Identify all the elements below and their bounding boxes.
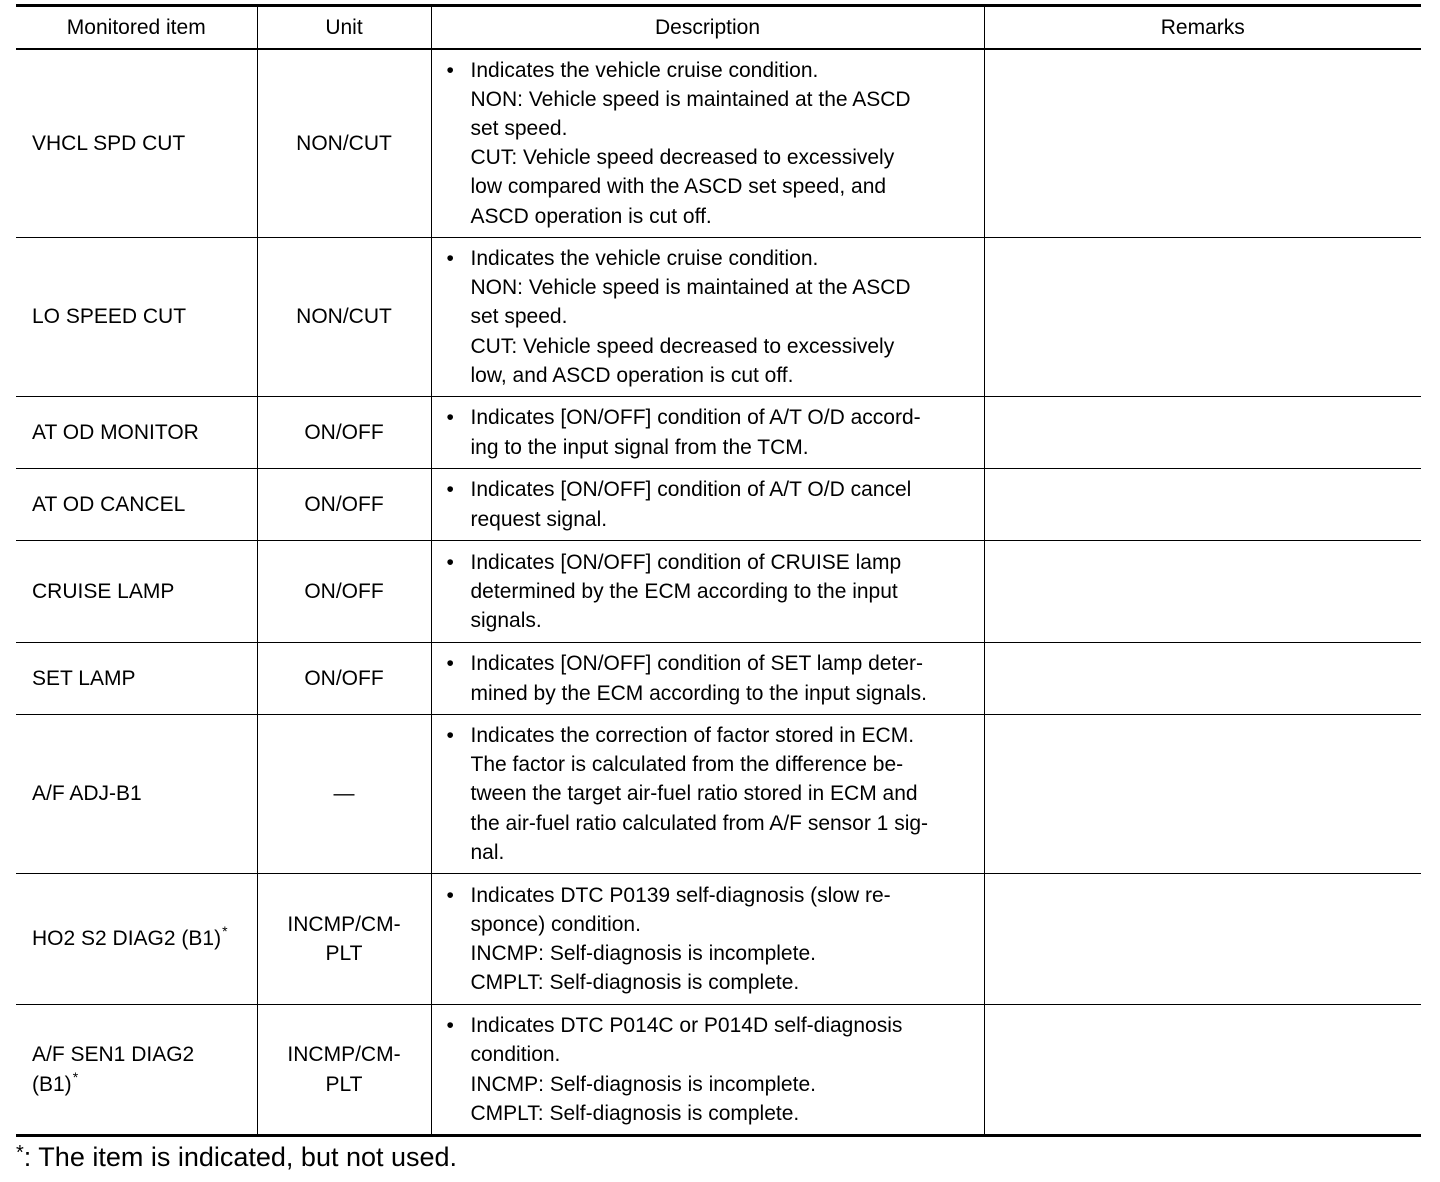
footnote-marker: * <box>16 1142 24 1164</box>
unit-text: NON/CUT <box>296 305 392 329</box>
monitored-item-cell <box>16 49 257 238</box>
description-line: the air-fuel ratio calculated from A/F sensor 1 sig- <box>470 811 929 835</box>
bullet-mark: • <box>446 247 454 270</box>
description-line: Indicates DTC P014C or P014D self-diagnosis <box>470 1014 903 1038</box>
description-line: mined by the ECM according to the input signals. <box>470 681 927 705</box>
header-remarks: Remarks <box>984 6 1421 49</box>
monitored-item-text: AT OD MONITOR <box>32 420 199 444</box>
description-line: tween the target air-fuel ratio stored in ECM and <box>470 782 918 806</box>
monitored-item-text: HO2 S2 DIAG2 (B1) <box>32 927 222 951</box>
description-line: low, and ASCD operation is cut off. <box>470 363 794 387</box>
description-line: determined by the ECM according to the input <box>470 579 898 603</box>
footnote-text: : The item is indicated, but not used. <box>23 1142 458 1172</box>
header-description: Description <box>431 6 984 49</box>
table-row <box>16 715 1421 874</box>
description-line: ing to the input signal from the TCM. <box>470 435 809 459</box>
unit-text: — <box>333 782 355 806</box>
description-line: Indicates the vehicle cruise condition. <box>470 247 819 270</box>
description-line: CMPLT: Self-diagnosis is complete. <box>470 971 800 995</box>
description-cell <box>431 397 984 469</box>
unit-text: PLT <box>325 942 363 966</box>
description-line: Indicates the correction of factor stored in ECM. <box>470 724 915 748</box>
description-line: Indicates [ON/OFF] condition of A/T O/D accord- <box>470 406 921 430</box>
unit-text: ON/OFF <box>304 492 384 516</box>
monitored-item-text: LO SPEED CUT <box>32 305 187 329</box>
table-row <box>16 469 1421 541</box>
description-cell <box>431 469 984 541</box>
description-bullet <box>447 1011 976 1128</box>
table-row <box>16 541 1421 643</box>
description-text <box>471 475 976 533</box>
monitored-item-cell <box>16 643 257 715</box>
footnote <box>16 1137 457 1173</box>
description-text <box>471 403 976 461</box>
remarks-cell <box>984 469 1421 541</box>
unit-cell <box>257 874 431 1005</box>
description-line: Indicates DTC P0139 self-diagnosis (slow re- <box>470 883 891 907</box>
description-text <box>471 881 976 998</box>
table-row <box>16 1005 1421 1136</box>
description-line: set speed. <box>470 305 568 329</box>
monitored-item-cell <box>16 874 257 1005</box>
description-line: low compared with the ASCD set speed, and <box>470 175 887 199</box>
bullet-mark: • <box>446 652 454 676</box>
description-cell <box>431 643 984 715</box>
unit-cell <box>257 49 431 238</box>
description-line: nal. <box>470 840 505 864</box>
monitored-item-text: A/F ADJ-B1 <box>32 782 142 806</box>
description-line: The factor is calculated from the difference be- <box>470 753 904 777</box>
monitored-item-cell <box>16 1005 257 1136</box>
description-line: Indicates [ON/OFF] condition of A/T O/D cancel <box>470 478 912 502</box>
description-line: Indicates [ON/OFF] condition of CRUISE lamp <box>470 550 902 574</box>
description-bullet <box>447 403 976 461</box>
description-bullet <box>447 548 976 636</box>
table-body <box>16 49 1421 1136</box>
unit-text: INCMP/CM- <box>287 1043 401 1067</box>
monitored-item-text-continued <box>32 1070 251 1099</box>
footnote-marker: * <box>222 923 228 940</box>
monitored-item-cell <box>16 397 257 469</box>
table-header <box>16 6 1421 49</box>
description-line: Indicates [ON/OFF] condition of SET lamp deter- <box>470 652 923 676</box>
description-line: CUT: Vehicle speed decreased to excessively <box>470 334 895 358</box>
monitored-item-cell <box>16 715 257 874</box>
bullet-mark: • <box>446 550 454 574</box>
remarks-cell <box>984 874 1421 1005</box>
unit-text: ON/OFF <box>304 579 384 603</box>
description-cell <box>431 49 984 238</box>
header-row <box>16 6 1421 49</box>
bullet-mark: • <box>446 724 454 748</box>
description-text <box>471 244 976 390</box>
description-bullet <box>447 881 976 998</box>
unit-text: INCMP/CM- <box>287 912 401 936</box>
monitored-item-text: AT OD CANCEL <box>32 492 186 516</box>
table-row <box>16 49 1421 238</box>
monitored-item-cell <box>16 541 257 643</box>
table-row <box>16 643 1421 715</box>
remarks-cell <box>984 541 1421 643</box>
table-row <box>16 238 1421 397</box>
unit-cell <box>257 1005 431 1136</box>
description-bullet <box>447 244 976 390</box>
unit-cell <box>257 469 431 541</box>
description-bullet <box>447 721 976 867</box>
monitored-item-text: CRUISE LAMP <box>32 579 175 603</box>
description-line: NON: Vehicle speed is maintained at the ASCD <box>470 276 911 300</box>
monitored-item-cell <box>16 238 257 397</box>
unit-text: ON/OFF <box>304 666 384 690</box>
footnote-marker: * <box>72 1068 79 1085</box>
header-monitored-item: Monitored item <box>16 6 257 49</box>
remarks-cell <box>984 1005 1421 1136</box>
monitored-item-text: A/F SEN1 DIAG2 <box>32 1043 195 1067</box>
unit-text: PLT <box>325 1072 363 1096</box>
description-cell <box>431 1005 984 1136</box>
description-text <box>471 56 976 231</box>
unit-cell <box>257 397 431 469</box>
description-text <box>471 721 976 867</box>
description-line: ASCD operation is cut off. <box>470 204 712 228</box>
bullet-mark: • <box>446 406 454 430</box>
description-text <box>471 649 976 707</box>
description-line: INCMP: Self-diagnosis is incomplete. <box>470 942 816 966</box>
description-line: INCMP: Self-diagnosis is incomplete. <box>470 1072 816 1096</box>
description-line: CUT: Vehicle speed decreased to excessively <box>470 146 895 170</box>
bullet-mark: • <box>446 58 454 82</box>
unit-cell <box>257 238 431 397</box>
description-text <box>471 1011 976 1128</box>
monitored-item-text: SET LAMP <box>32 666 136 690</box>
description-bullet <box>447 649 976 707</box>
monitored-item-text: VHCL SPD CUT <box>32 131 186 155</box>
remarks-cell <box>984 715 1421 874</box>
remarks-cell <box>984 49 1421 238</box>
monitored-item-cell <box>16 469 257 541</box>
description-line: sponce) condition. <box>470 912 641 936</box>
description-line: set speed. <box>470 117 568 141</box>
description-bullet <box>447 56 976 231</box>
description-text <box>471 548 976 636</box>
description-line: request signal. <box>470 507 608 531</box>
unit-cell <box>257 541 431 643</box>
description-line: NON: Vehicle speed is maintained at the ASCD <box>470 87 911 111</box>
remarks-cell <box>984 643 1421 715</box>
description-line: condition. <box>470 1043 561 1067</box>
monitored-item-text-part: (B1) <box>32 1072 72 1096</box>
table-row <box>16 397 1421 469</box>
remarks-cell <box>984 397 1421 469</box>
unit-text: ON/OFF <box>304 420 384 444</box>
table-row <box>16 874 1421 1005</box>
description-cell <box>431 715 984 874</box>
description-cell <box>431 238 984 397</box>
unit-text: NON/CUT <box>296 131 392 155</box>
description-line: CMPLT: Self-diagnosis is complete. <box>470 1101 800 1125</box>
description-cell <box>431 874 984 1005</box>
description-bullet <box>447 475 976 533</box>
unit-cell <box>257 715 431 874</box>
description-cell <box>431 541 984 643</box>
monitor-item-table <box>16 4 1421 1137</box>
bullet-mark: • <box>446 883 454 907</box>
unit-cell <box>257 643 431 715</box>
header-unit: Unit <box>257 6 431 49</box>
description-line: signals. <box>470 609 542 633</box>
description-line: Indicates the vehicle cruise condition. <box>470 58 819 82</box>
remarks-cell <box>984 238 1421 397</box>
bullet-mark: • <box>446 1014 454 1038</box>
bullet-mark: • <box>446 478 454 502</box>
